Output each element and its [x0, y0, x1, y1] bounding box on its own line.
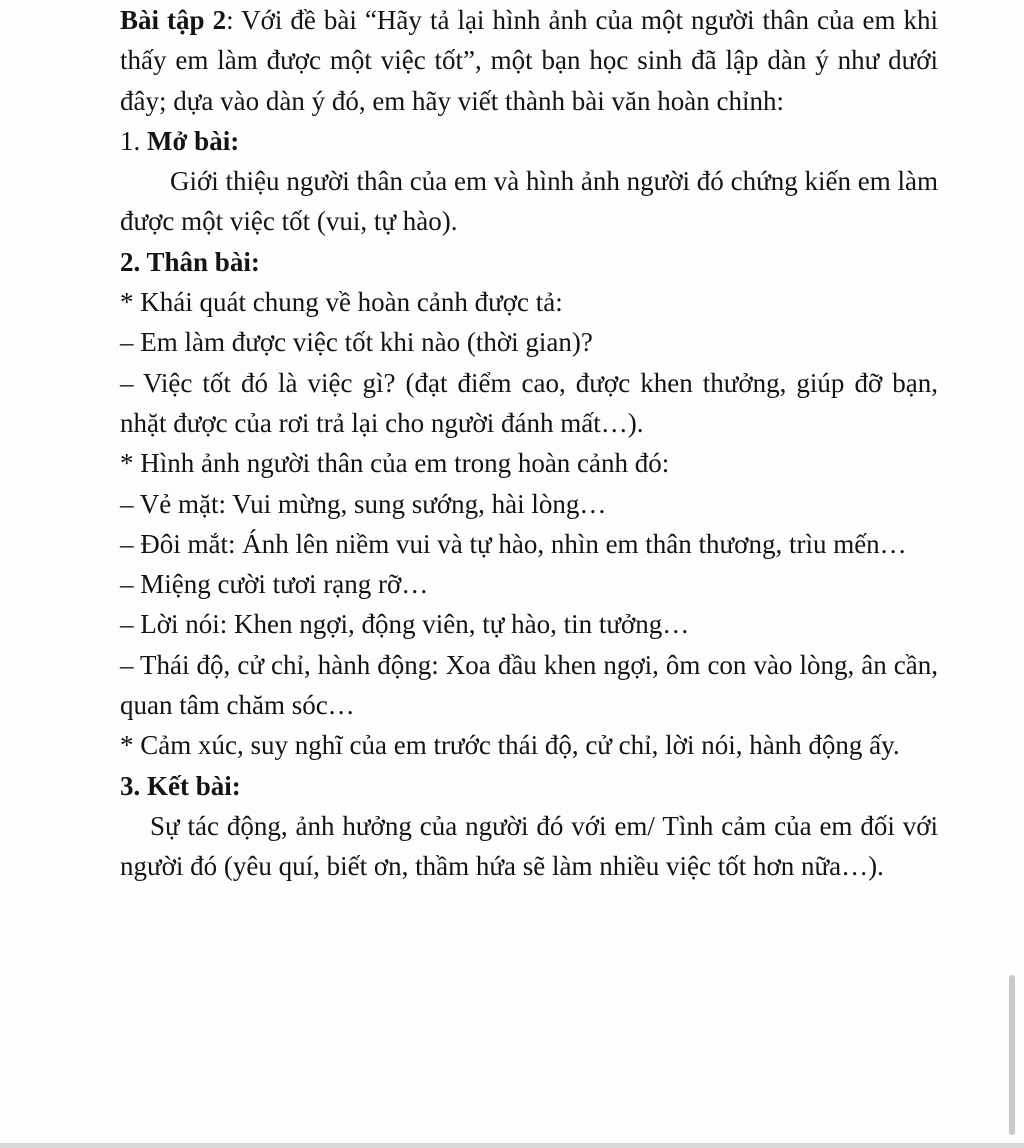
- intro-number: 1.: [120, 125, 147, 156]
- body-line-time: – Em làm được việc tốt khi nào (thời gian)?: [120, 327, 593, 358]
- conclusion-heading: 3. Kết bài:: [120, 770, 241, 801]
- bottom-divider: [0, 1143, 1024, 1148]
- body-line-feelings: * Cảm xúc, suy nghĩ của em trước thái độ, cử chỉ, lời nói, hành động ấy.: [120, 730, 900, 761]
- body-line-gestures: – Thái độ, cử chỉ, hành động: Xoa đầu khen ngợi, ôm con vào lòng, ân cần, quan tâm chăm sóc…: [120, 649, 938, 721]
- body-heading: 2. Thân bài:: [120, 246, 260, 277]
- body-line-words: – Lời nói: Khen ngợi, động viên, tự hào, tin tưởng…: [120, 609, 690, 640]
- scrollbar-thumb[interactable]: [1009, 975, 1015, 1135]
- exercise-document: [120, 0, 938, 887]
- body-line-face: – Vẻ mặt: Vui mừng, sung sướng, hài lòng…: [120, 488, 607, 519]
- exercise-label: Bài tập 2: [120, 5, 227, 35]
- exercise-prompt-text: : Với đề bài “Hãy tả lại hình ảnh của một người thân của em khi thấy em làm được một việc tốt”, một bạn học sinh đã lập dàn ý như dưới đây; dựa vào dàn ý đó, em hãy viết thành bài văn hoàn chỉnh:: [120, 5, 938, 116]
- body-line-image: * Hình ảnh người thân của em trong hoàn cảnh đó:: [120, 448, 670, 479]
- body-line-eyes: – Đôi mắt: Ánh lên niềm vui và tự hào, nhìn em thân thương, trìu mến…: [120, 528, 907, 559]
- exercise-prompt: [120, 0, 938, 121]
- intro-title: Mở bài:: [147, 125, 240, 156]
- intro-text: Giới thiệu người thân của em và hình ảnh người đó chứng kiến em làm được một việc tốt (vui, tự hào).: [120, 166, 938, 237]
- body-line-context: * Khái quát chung về hoàn cảnh được tả:: [120, 287, 563, 318]
- conclusion-text: Sự tác động, ảnh hưởng của người đó với em/ Tình cảm của em đối với người đó (yêu quí, biết ơn, thầm hứa sẽ làm nhiều việc tốt hơn nữa…).: [120, 810, 938, 882]
- body-line-deed: – Việc tốt đó là việc gì? (đạt điểm cao, được khen thưởng, giúp đỡ bạn, nhặt được của rơi trả lại cho người đánh mất…).: [120, 367, 938, 438]
- intro-heading: [120, 121, 938, 161]
- body-line-smile: – Miệng cười tươi rạng rỡ…: [120, 569, 429, 600]
